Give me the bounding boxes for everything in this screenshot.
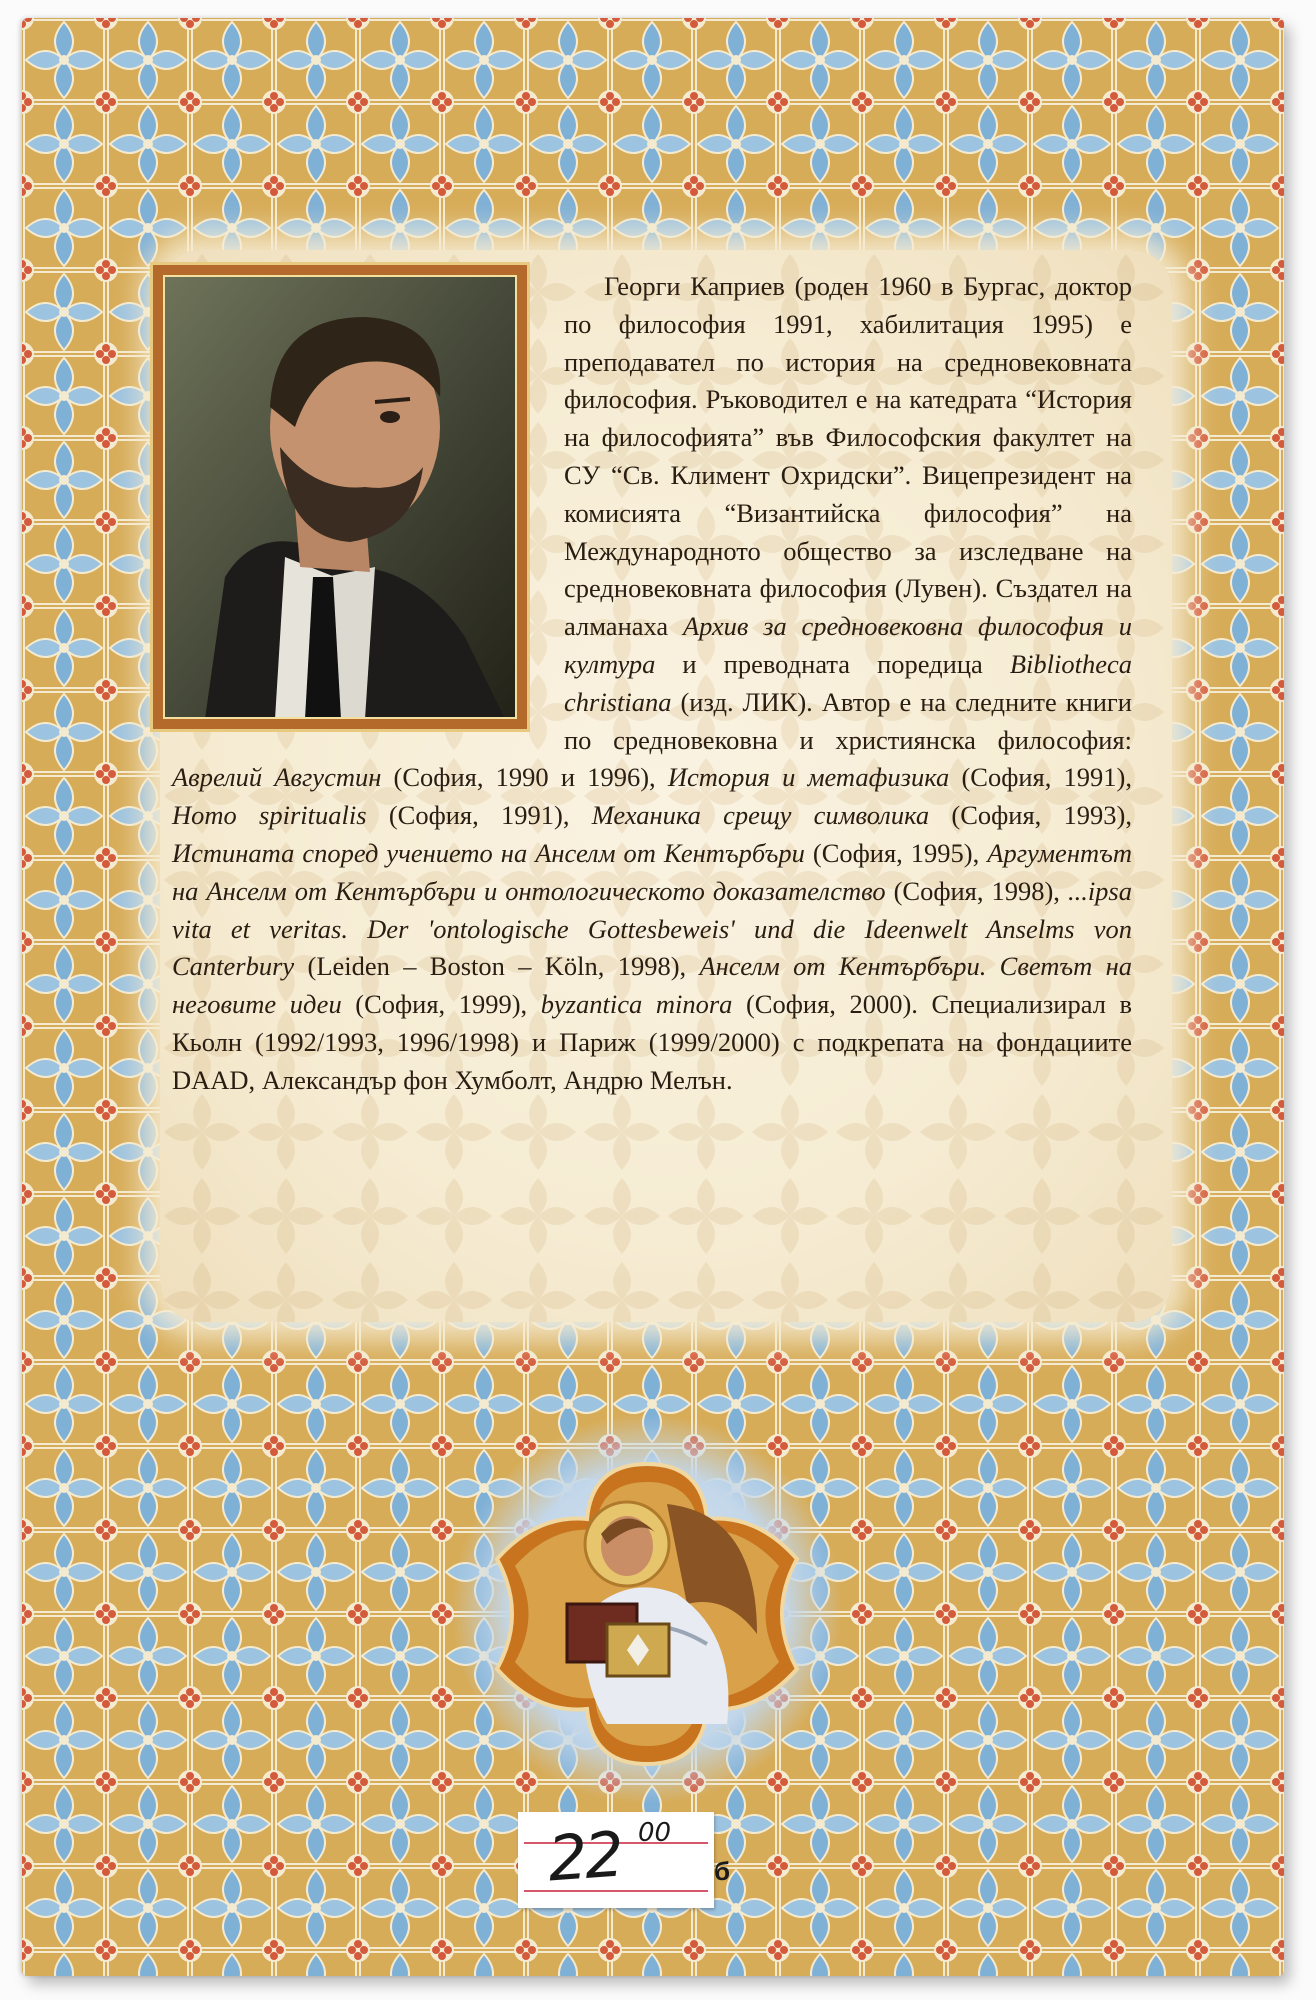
- bio-book-title: Homo spiritualis: [172, 800, 367, 831]
- bio-text: (София, 1993),: [929, 800, 1132, 831]
- bio-text: (изд. ЛИК). Автор е на следните книги по средновековна и християнска философия:: [564, 686, 1132, 755]
- bio-book-title: Истината според учението на Анселм от Кентърбъри: [172, 837, 805, 868]
- bio-text: (Leiden – Boston – Köln, 1998),: [294, 951, 700, 982]
- bio-title-series: Bibliotheca christiana: [564, 648, 1132, 717]
- bio-book-title: byzantica minora: [540, 989, 733, 1020]
- bio-title-archive: Архив за средновековна философия и култура: [564, 611, 1132, 679]
- bio-text: (София, 1990 и 1996),: [381, 762, 668, 793]
- bio-book-title: Аврелий Августин: [172, 762, 382, 793]
- bio-book-title: Анселм от Кентърбъри. Светът на неговите идеи: [172, 951, 1132, 1020]
- author-bio: [172, 268, 1132, 1100]
- bio-book-title: Механика срещу символика: [591, 800, 930, 831]
- photo-spacer: [172, 268, 550, 738]
- price-sticker: [518, 1812, 714, 1908]
- bio-book-title: ...ipsa vita et veritas. Der 'ontologische Gottesbeweis' und die Ideenwelt Anselms von Canterbury: [172, 875, 1132, 982]
- bio-text: (София, 1991),: [366, 800, 592, 831]
- price-amount: 22: [545, 1817, 624, 1896]
- angel-icon: [452, 1414, 842, 1804]
- bio-text: (София, 1991),: [949, 762, 1133, 793]
- bio-book-title: История и метафизика: [667, 762, 950, 793]
- bio-text: (София, 2000). Специализирал в Кьолн (1992/1993, 1996/1998) и Париж (1999/2000) с подкрепата на фондациите DAAD, Александър фон Хумболт, Андрю Мелън.: [172, 989, 1133, 1095]
- bio-text: Георги Каприев (роден 1960 в Бургас, доктор по философия 1991, хабилитация 1995) е преподавател по история на средновековната философия. Ръководител е на катедрата “История на философията” във Философския факултет на СУ “Св. Климент Охридски”. Вицепрезидент на комисията “Византийска философия” на Международното общество за изследване на средновековната философия (Лувен). Създател на алманаха: [564, 271, 1132, 642]
- bio-book-title: Аргументът на Анселм от Кентърбъри и онтологическото доказателство: [172, 837, 1132, 906]
- bio-text: (София, 1995),: [804, 837, 988, 868]
- bio-text: (София, 1998),: [885, 875, 1068, 906]
- price-cents: 00: [638, 1818, 672, 1848]
- bio-text: (София, 1999),: [341, 989, 541, 1020]
- bio-text: и преводната поредица: [655, 648, 1010, 679]
- sticker-edge-letter: б: [714, 1856, 731, 1886]
